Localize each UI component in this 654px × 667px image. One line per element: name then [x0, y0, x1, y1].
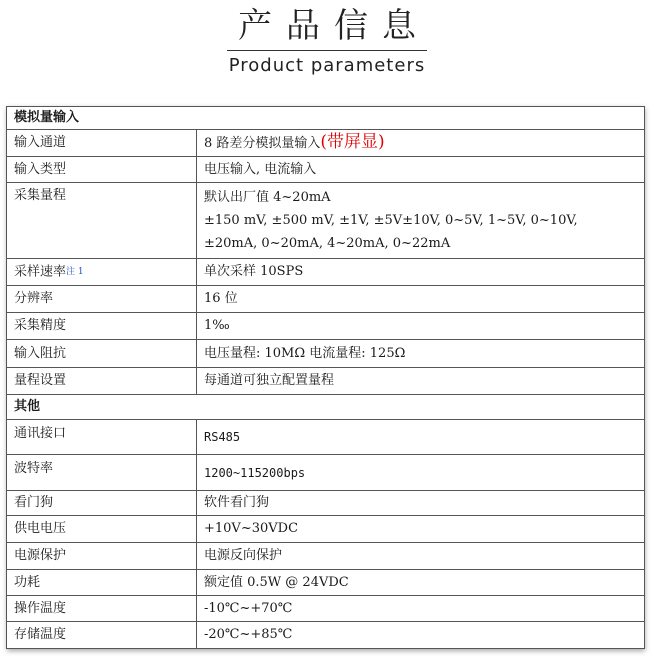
display-highlight: (带屏显) — [320, 132, 385, 152]
table-row — [7, 183, 645, 259]
spec-table-container — [6, 106, 644, 649]
row-value: 电压量程: 10MΩ 电流量程: 125Ω — [197, 340, 645, 368]
table-row — [7, 622, 645, 649]
row-label: 输入类型 — [7, 157, 197, 183]
label-text: 采样速率 — [14, 264, 67, 280]
row-value: 电源反向保护 — [197, 543, 645, 570]
table-row — [7, 340, 645, 368]
range-line: ±20mA, 0~20mA, 4~20mA, 0~22mA — [204, 236, 451, 251]
table-row — [7, 286, 645, 313]
row-value: +10V~30VDC — [197, 516, 645, 543]
table-row — [7, 455, 645, 491]
table-row — [7, 596, 645, 622]
row-label: 存储温度 — [7, 622, 197, 649]
range-line: ±150 mV, ±500 mV, ±1V, ±5V±10V, 0~5V, 1~5V, 0~10V, — [204, 213, 578, 228]
row-value: 额定值 0.5W @ 24VDC — [197, 570, 645, 596]
row-label: 通讯接口 — [7, 420, 197, 455]
section-title-analog-input: 模拟量输入 — [7, 107, 645, 130]
page-title: 产品信息 — [238, 6, 430, 46]
row-label: 分辨率 — [7, 286, 197, 313]
row-label: 功耗 — [7, 570, 197, 596]
table-row — [7, 368, 645, 395]
row-value: -10℃~+70℃ — [197, 596, 645, 622]
row-label: 输入阻抗 — [7, 340, 197, 368]
row-label: 电源保护 — [7, 543, 197, 570]
table-row — [7, 313, 645, 340]
row-label: 输入通道 — [7, 130, 197, 157]
section-header-row — [7, 395, 645, 420]
row-value: 软件看门狗 — [197, 491, 645, 516]
row-value: 16 位 — [197, 286, 645, 313]
row-label: 波特率 — [7, 455, 197, 491]
table-row — [7, 420, 645, 455]
row-label: 操作温度 — [7, 596, 197, 622]
row-value — [197, 183, 645, 259]
row-value: 1‰ — [197, 313, 645, 340]
row-label — [7, 259, 197, 286]
table-row — [7, 516, 645, 543]
footnote-link[interactable]: 注 1 — [66, 266, 84, 277]
row-label: 供电电压 — [7, 516, 197, 543]
table-row — [7, 543, 645, 570]
section-title-other: 其他 — [7, 395, 645, 420]
table-row — [7, 130, 645, 157]
value-text: 8 路差分模拟量输入 — [204, 136, 321, 151]
row-value: RS485 — [197, 420, 645, 455]
row-value: 电压输入, 电流输入 — [197, 157, 645, 183]
row-value: 单次采样 10SPS — [197, 259, 645, 286]
row-label: 看门狗 — [7, 491, 197, 516]
row-label: 量程设置 — [7, 368, 197, 395]
range-line: 默认出厂值 4~20mA — [204, 190, 331, 205]
spec-table — [6, 106, 645, 649]
page-subtitle: Product parameters — [228, 55, 426, 76]
row-label: 采集量程 — [7, 183, 197, 259]
table-row — [7, 491, 645, 516]
row-value: 1200~115200bps — [197, 455, 645, 491]
row-label: 采集精度 — [7, 313, 197, 340]
page-header — [0, 0, 654, 104]
table-row — [7, 259, 645, 286]
table-row — [7, 157, 645, 183]
row-value: -20℃~+85℃ — [197, 622, 645, 649]
table-row — [7, 570, 645, 596]
title-divider — [227, 50, 427, 51]
section-header-row — [7, 107, 645, 130]
row-value: 每通道可独立配置量程 — [197, 368, 645, 395]
row-value — [197, 130, 645, 157]
